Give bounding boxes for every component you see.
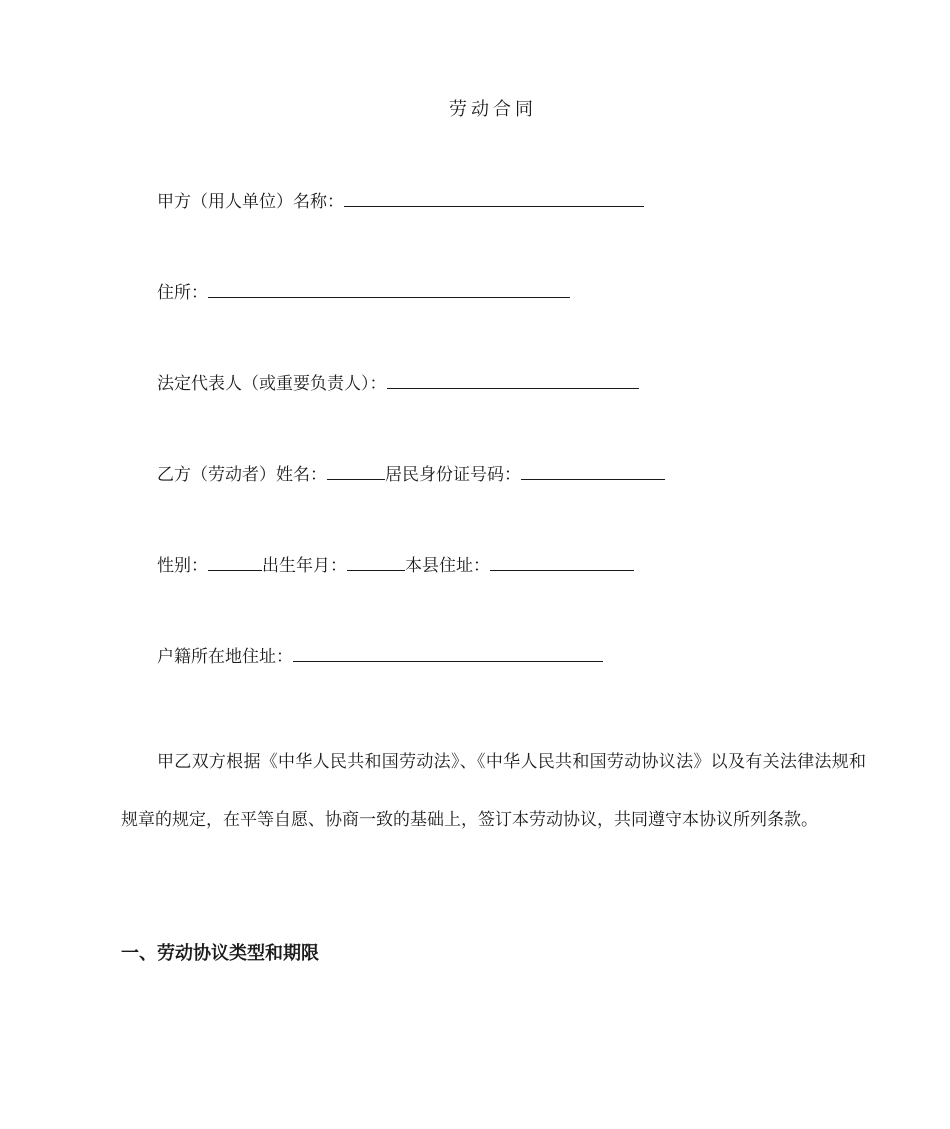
employer-name-label: 甲方（用人单位）名称： bbox=[157, 192, 344, 212]
intro-paragraph: 甲乙双方根据《中华人民共和国劳动法》、《中华人民共和国劳动协议法》以及有关法律法规和规章的规定，在平等自愿、协商一致的基础上，签订本劳动协议，共同遵守本协议所列条款。 bbox=[121, 752, 866, 830]
local-address-label: 本县住址： bbox=[405, 556, 490, 576]
id-number-blank[interactable] bbox=[521, 459, 665, 480]
personal-info-line bbox=[157, 550, 634, 578]
section-heading: 一、劳动协议类型和期限 bbox=[121, 943, 319, 964]
employer-name-line bbox=[157, 186, 644, 214]
representative-blank[interactable] bbox=[387, 368, 639, 389]
birth-blank[interactable] bbox=[347, 550, 405, 571]
id-number-label: 居民身份证号码： bbox=[385, 465, 521, 485]
employee-name-label: 乙方（劳动者）姓名： bbox=[157, 465, 327, 485]
local-address-blank[interactable] bbox=[490, 550, 634, 571]
representative-line bbox=[157, 368, 639, 396]
gender-blank[interactable] bbox=[208, 550, 262, 571]
employee-identity-line bbox=[157, 459, 665, 487]
household-address-line bbox=[157, 641, 603, 669]
address-blank[interactable] bbox=[208, 277, 570, 298]
address-line bbox=[157, 277, 570, 305]
address-label: 住所： bbox=[157, 283, 208, 303]
household-address-label: 户籍所在地住址： bbox=[157, 647, 293, 667]
household-address-blank[interactable] bbox=[293, 641, 603, 662]
birth-label: 出生年月： bbox=[262, 556, 347, 576]
representative-label: 法定代表人（或重要负责人）： bbox=[157, 374, 387, 394]
document-title: 劳动合同 bbox=[449, 99, 537, 120]
employer-name-blank[interactable] bbox=[344, 186, 644, 207]
employee-name-blank[interactable] bbox=[327, 459, 385, 480]
gender-label: 性别： bbox=[157, 556, 208, 576]
